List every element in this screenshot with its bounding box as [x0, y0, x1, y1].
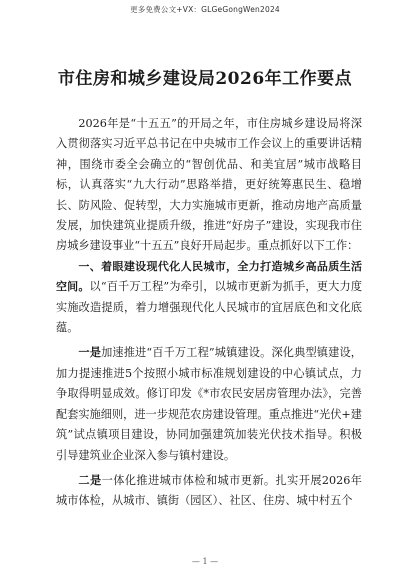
item-2-text: 一体化推进城市体检和城市更新。扎实开展2026年城市体检，从城市、镇街（园区）、社区、住房、城中村五个 — [56, 473, 362, 508]
document-body — [56, 114, 362, 512]
document-title: 市住房和城乡建设局2026年工作要点 — [57, 69, 353, 89]
item-1-paragraph — [56, 342, 362, 465]
item-2-paragraph — [56, 470, 362, 512]
item-2-lead: 二是 — [78, 472, 102, 487]
section-1-text: 以“百千万工程”为牵引，以城市更新为抓手，更大力度实施改造提质，着力增强现代化人民城市的宜居底色和文化底蕴。 — [56, 280, 363, 335]
section-1-paragraph — [56, 257, 362, 339]
header-note: 更多免费公文+VX：GLGeGongWen2024 — [130, 5, 280, 14]
item-1-text: 加速推进“百千万工程”城镇建设。深化典型镇建设，加力提速推进5个按照小城市标准规划建设的中心镇试点，力争取得明显成效。修订印发《*市农民安居房管理办法》，完善配套实施细则，进一步规范农房建设管理。重点推进“光伏+建筑”试点镇项目建设，协同加强建筑加装光伏技术指导。积极引导建筑业企业深入参与镇村建设。 — [56, 346, 362, 462]
intro-paragraph: 2026年是“十五五”的开局之年，市住房城乡建设局将深入贯彻落实习近平总书记在中央城市工作会议上的重要讲话精神，围绕市委全会确立的“智创优品、和美宜居”城市战略目标，认真落实“九大行动”思路举措，更好统筹惠民生、稳增长、防风险、促转型，大力实施城市更新，推动房地产高质量发展，加快建筑业提质升级，推进“好房子”建设，实现我市住房城乡建设事业“十五五”良好开局起步。重点抓好以下工作： — [56, 117, 362, 253]
page-number: — 1 — — [191, 557, 219, 566]
item-1-lead: 一是 — [78, 345, 102, 360]
section-1-heading: 一、着眼建设现代化人民城市，全力打造城乡高品质生活空间。 — [56, 259, 362, 294]
